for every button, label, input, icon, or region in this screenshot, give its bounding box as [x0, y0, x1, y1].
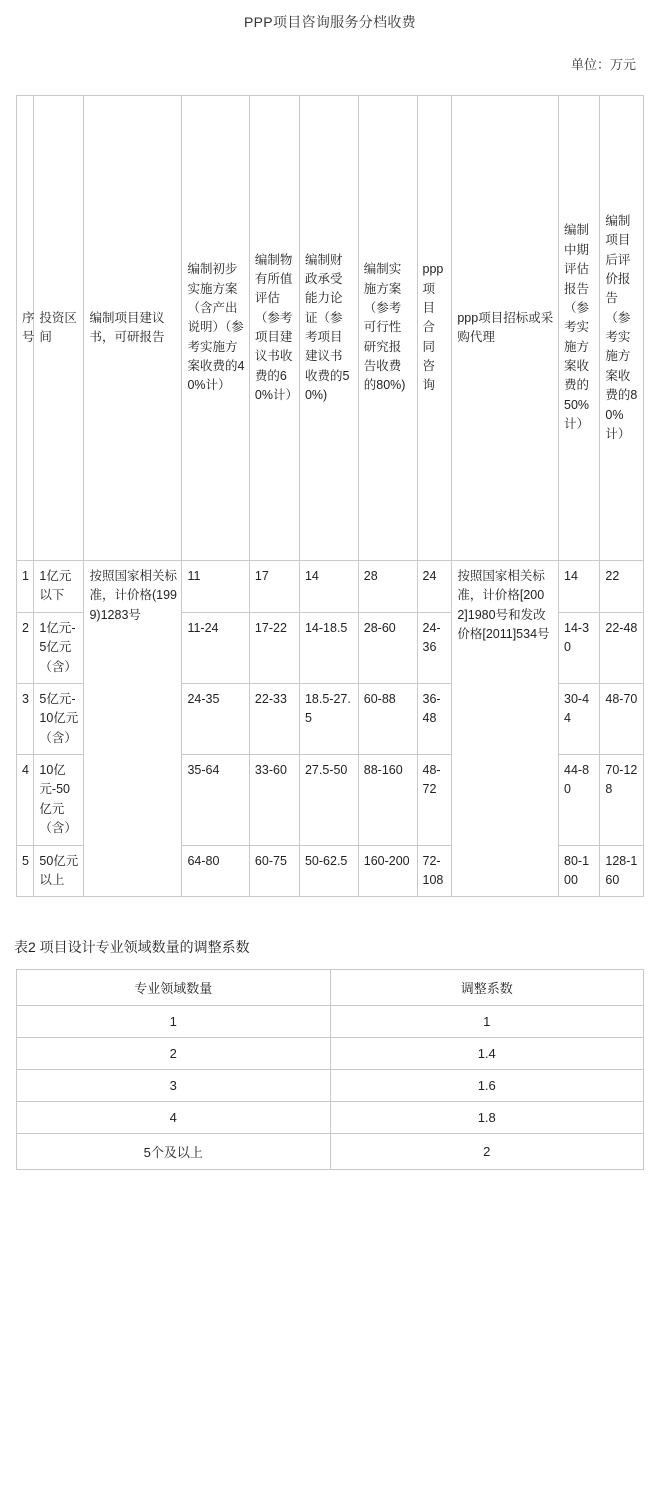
cell-mid: 14 [559, 561, 600, 613]
cell-contract: 72-108 [417, 845, 452, 897]
table-header-row [17, 96, 644, 561]
cell-prelim: 11 [182, 561, 249, 613]
cell-field-count: 4 [17, 1102, 331, 1134]
page-title: PPP项目咨询服务分档收费 [244, 14, 416, 30]
header-field-count: 专业领域数量 [17, 970, 331, 1006]
cell-range: 50亿元以上 [34, 845, 84, 897]
cell-vfm: 17-22 [249, 612, 299, 683]
cell-prelim: 64-80 [182, 845, 249, 897]
cell-field-count: 1 [17, 1006, 331, 1038]
cell-range: 1亿元以下 [34, 561, 84, 613]
table-row [17, 1006, 644, 1038]
adjust-table-wrapper [0, 969, 660, 1170]
cell-procure-merged: 按照国家相关标准，计价格[2002]1980号和发改价格[2011]534号 [452, 561, 559, 897]
cell-no: 5 [17, 845, 34, 897]
header-contract-consulting: ppp项目合同咨询 [417, 96, 452, 561]
cell-coefficient: 1.8 [330, 1102, 644, 1134]
cell-afford: 18.5-27.5 [299, 683, 358, 754]
header-fiscal-affordability: 编制财政承受能力论证（参考项目建议书收费的50%) [299, 96, 358, 561]
table-row [17, 1070, 644, 1102]
cell-prelim: 24-35 [182, 683, 249, 754]
cell-contract: 24 [417, 561, 452, 613]
cell-range: 5亿元-10亿元（含） [34, 683, 84, 754]
header-investment-range: 投资区间 [34, 96, 84, 561]
cell-post: 48-70 [600, 683, 644, 754]
cell-field-count: 3 [17, 1070, 331, 1102]
table-row [17, 561, 644, 613]
header-midterm-evaluation: 编制中期评估报告（参考实施方案收费的50%计） [559, 96, 600, 561]
header-bidding-procurement: ppp项目招标或采购代理 [452, 96, 559, 561]
cell-vfm: 17 [249, 561, 299, 613]
table-row [17, 1102, 644, 1134]
cell-mid: 30-44 [559, 683, 600, 754]
cell-mid: 80-100 [559, 845, 600, 897]
header-value-for-money: 编制物有所值评估（参考项目建议书收费的60%计） [249, 96, 299, 561]
cell-no: 1 [17, 561, 34, 613]
cell-vfm: 22-33 [249, 683, 299, 754]
cell-impl: 60-88 [358, 683, 417, 754]
unit-note: 单位：万元 [570, 57, 636, 72]
cell-coefficient: 1.6 [330, 1070, 644, 1102]
header-preliminary-plan: 编制初步实施方案（含产出说明）（参考实施方案收费的40%计） [182, 96, 249, 561]
header-project-proposal: 编制项目建议书，可研报告 [84, 96, 182, 561]
cell-impl: 28-60 [358, 612, 417, 683]
cell-impl: 160-200 [358, 845, 417, 897]
cell-prelim: 35-64 [182, 755, 249, 846]
cell-contract: 24-36 [417, 612, 452, 683]
cell-coefficient: 1 [330, 1006, 644, 1038]
adjust-table-title: 表2 项目设计专业领域数量的调整系数 [14, 939, 250, 956]
cell-afford: 14 [299, 561, 358, 613]
cell-afford: 14-18.5 [299, 612, 358, 683]
cell-proposal-merged: 按照国家相关标准，计价格(1999)1283号 [84, 561, 182, 897]
cell-no: 4 [17, 755, 34, 846]
cell-post: 70-128 [600, 755, 644, 846]
header-post-evaluation: 编制项目后评价报告（参考实施方案收费的80%计） [600, 96, 644, 561]
cell-post: 22 [600, 561, 644, 613]
table-row [17, 1038, 644, 1070]
cell-field-count: 5个及以上 [17, 1134, 331, 1170]
fee-table-wrapper [0, 73, 660, 897]
cell-vfm: 60-75 [249, 845, 299, 897]
table-header-row [17, 970, 644, 1006]
header-implementation-plan: 编制实施方案（参考可行性研究报告收费的80%) [358, 96, 417, 561]
cell-mid: 44-80 [559, 755, 600, 846]
cell-post: 128-160 [600, 845, 644, 897]
cell-afford: 50-62.5 [299, 845, 358, 897]
fee-table [16, 95, 644, 897]
header-no: 序号 [17, 96, 34, 561]
cell-coefficient: 2 [330, 1134, 644, 1170]
cell-post: 22-48 [600, 612, 644, 683]
cell-field-count: 2 [17, 1038, 331, 1070]
adjust-table [16, 969, 644, 1170]
cell-no: 3 [17, 683, 34, 754]
bottom-spacer [0, 1170, 660, 1194]
cell-coefficient: 1.4 [330, 1038, 644, 1070]
cell-vfm: 33-60 [249, 755, 299, 846]
cell-mid: 14-30 [559, 612, 600, 683]
cell-range: 1亿元-5亿元（含） [34, 612, 84, 683]
cell-no: 2 [17, 612, 34, 683]
header-adjust-coefficient: 调整系数 [330, 970, 644, 1006]
table-row [17, 1134, 644, 1170]
cell-prelim: 11-24 [182, 612, 249, 683]
cell-impl: 28 [358, 561, 417, 613]
cell-impl: 88-160 [358, 755, 417, 846]
cell-afford: 27.5-50 [299, 755, 358, 846]
cell-range: 10亿元-50亿元（含） [34, 755, 84, 846]
cell-contract: 48-72 [417, 755, 452, 846]
cell-contract: 36-48 [417, 683, 452, 754]
